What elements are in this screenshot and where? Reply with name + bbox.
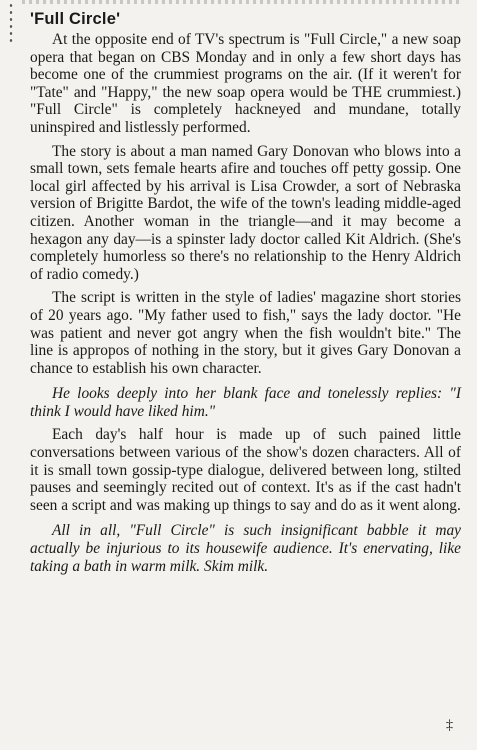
article-paragraph-3: The script is written in the style of ladies' magazine short stories of 20 years ago. "My father used to fish," says the lady doctor. "He was patient and never got angry when the fish wouldn't bite." The line is appropos of nothing in the story, but it gives Gary Donovan a chance to establish his own character. (30, 289, 461, 377)
article-paragraph-4-italic: He looks deeply into her blank face and tonelessly replies: "I think I would have liked him." (30, 385, 461, 420)
article-paragraph-1: At the opposite end of TV's spectrum is "Full Circle," a new soap opera that began on CBS Monday and in only a few short days has become one of the crummiest programs on the air. (If it weren't for "Tate" and "Happy," the new soap opera would be THE crummiest.) "Full Circle" is completely hackneyed and mundane, totally uninspired and listlessly performed. (30, 31, 461, 136)
torn-top-edge (22, 0, 462, 4)
end-mark: ‡ (446, 718, 453, 733)
left-edge-dots (8, 2, 14, 42)
article-heading: 'Full Circle' (30, 10, 121, 28)
article-paragraph-5: Each day's half hour is made up of such pained little conversations between various of the show's dozen characters. All of it is small town gossip-type dialogue, delivered between long, stilted pauses and seemingly recited out of context. It's as if the cast hadn't seen a script and was making up things to say and do as it went along. (30, 426, 461, 514)
article-paragraph-6-italic: All in all, "Full Circle" is such insignificant babble it may actually be injurious to its housewife audience. It's enervating, like taking a bath in warm milk. Skim milk. (30, 522, 461, 575)
article-paragraph-2: The story is about a man named Gary Donovan who blows into a small town, sets female hearts afire and touches off petty gossip. One local girl affected by his arrival is Lisa Crowder, a sort of Nebraska version of Brigitte Bardot, the wife of the town's leading middle-aged citizen. Another woman in the triangle—and it may become a hexagon any day—is a spinster lady doctor called Kit Aldrich. (She's completely humorless so there's no relationship to the Henry Aldrich of radio comedy.) (30, 142, 461, 283)
